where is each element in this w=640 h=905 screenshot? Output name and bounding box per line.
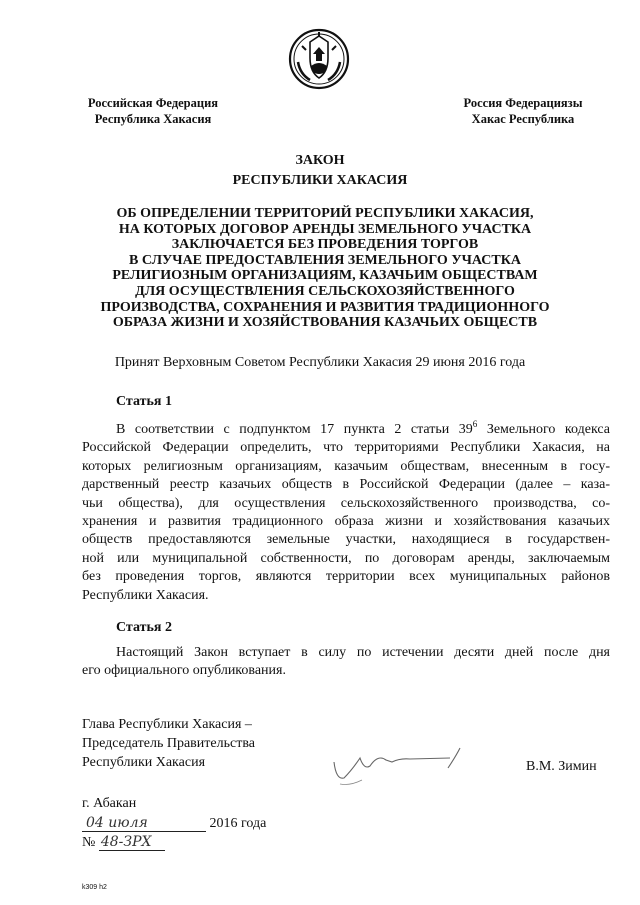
- header-right-line: Россия Федерациязы: [463, 96, 583, 110]
- handwritten-number: 48-ЗРХ: [99, 834, 165, 851]
- position-line: Председатель Правительства: [82, 736, 255, 751]
- paragraph-line: Российской Федерации определить, что территориями Республики Хакасия, на: [82, 440, 610, 456]
- place-of-signing: г. Абакан: [82, 796, 137, 811]
- header-right-line: Хакас Республика: [471, 112, 575, 126]
- law-subject: [90, 206, 560, 331]
- coat-of-arms-icon: [288, 28, 350, 90]
- subject-line: ДЛЯ ОСУЩЕСТВЛЕНИЯ СЕЛЬСКОХОЗЯЙСТВЕННОГО: [135, 283, 515, 299]
- law-number: [82, 834, 165, 851]
- paragraph-line: Республики Хакасия.: [82, 587, 209, 603]
- subject-line: ЗАКЛЮЧАЕТСЯ БЕЗ ПРОВЕДЕНИЯ ТОРГОВ: [171, 237, 479, 253]
- paragraph-line: чьи общества), для осуществления сельскохозяйственного производства, со-: [82, 495, 610, 511]
- date-year: 2016 года: [209, 816, 267, 831]
- header-left-line: Республика Хакасия: [94, 112, 212, 126]
- article-2-heading: Статья 2: [116, 620, 172, 635]
- subject-line: ОБ ОПРЕДЕЛЕНИИ ТЕРРИТОРИЙ РЕСПУБЛИКИ ХАКАСИЯ,: [116, 206, 534, 221]
- article-1-text: [82, 415, 610, 605]
- header-left: [68, 95, 238, 127]
- signatory-name: В.М. Зимин: [526, 759, 597, 774]
- article-2-text: [82, 644, 610, 681]
- subject-line: РЕЛИГИОЗНЫМ ОРГАНИЗАЦИЯМ, КАЗАЧЬИМ ОБЩЕСТВАМ: [112, 268, 538, 284]
- position-line: Республики Хакасия: [82, 755, 206, 770]
- subject-line: В СЛУЧАЕ ПРЕДОСТАВЛЕНИЯ ЗЕМЕЛЬНОГО УЧАСТКА: [128, 252, 521, 268]
- handwritten-signature: [330, 740, 485, 790]
- paragraph-line: ной или муниципальной собственности, по договорам аренды, заключаемым: [82, 550, 610, 566]
- signatory-position: [82, 715, 255, 772]
- paragraph-line: его официального опубликования.: [82, 663, 286, 679]
- document-issuer: РЕСПУБЛИКИ ХАКАСИЯ: [232, 173, 408, 188]
- paragraph-line: хранения и развития традиционного образа жизни и хозяйствования казачьих: [82, 514, 610, 530]
- position-line: Глава Республики Хакасия –: [82, 717, 252, 732]
- handwritten-date: 04 июля: [82, 815, 206, 832]
- paragraph-line: В соответствии с подпунктом 17 пункта 2 статьи $39^6$ Земельного кодекса: [116, 419, 610, 437]
- paragraph-line: которых религиозным организациям, казачьим обществам, внесенным в госу-: [82, 458, 610, 474]
- subject-line: ПРОИЗВОДСТВА, СОХРАНЕНИЯ И РАЗВИТИЯ ТРАДИЦИОННОГО: [100, 299, 550, 315]
- signing-date: [82, 815, 266, 832]
- paragraph-line: обществ предоставляются земельные участки, находящиеся в государствен-: [82, 532, 610, 548]
- header-left-line: Российская Федерация: [87, 96, 219, 110]
- subject-line: НА КОТОРЫХ ДОГОВОР АРЕНДЫ ЗЕМЕЛЬНОГО УЧАСТКА: [118, 221, 532, 237]
- document-type: ЗАКОН: [295, 153, 345, 168]
- adoption-note: Принят Верховным Советом Республики Хакасия 29 июня 2016 года: [114, 355, 526, 370]
- number-sign: №: [82, 835, 96, 850]
- paragraph-line: Настоящий Закон вступает в силу по истечении десяти дней после дня: [116, 645, 610, 660]
- superscript: 6: [472, 419, 478, 429]
- header-right: [428, 95, 618, 127]
- paragraph-line: дарственный реестр казачьих обществ в Российской Федерации (далее – каза-: [82, 477, 610, 493]
- article-1-heading: Статья 1: [116, 394, 172, 409]
- paragraph-line: без проведения торгов, являются территории всех муниципальных районов: [82, 569, 610, 585]
- footer-code: k309 h2: [82, 884, 107, 891]
- subject-line: ОБРАЗА ЖИЗНИ И ХОЗЯЙСТВОВАНИЯ КАЗАЧЬИХ ОБЩЕСТВ: [112, 315, 538, 331]
